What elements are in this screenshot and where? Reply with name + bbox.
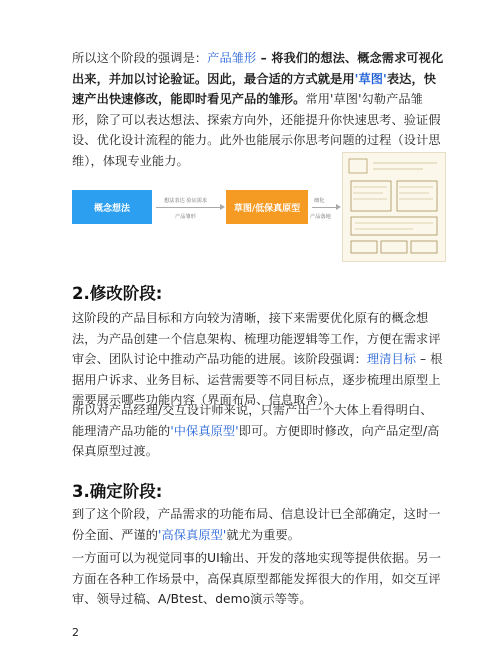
highlight-draft: '草图' — [354, 71, 387, 86]
arrow2-bottom-label: 产品落地 — [310, 214, 331, 220]
text: 常用'草图'勾勒产品雏形，除了可以表达想法、探索方向外，还能提升你快速思考、验证假设、优化设计流程的能力。此外也能展示你思考问题的过程（设计思维），体现专业能力。 — [72, 92, 441, 168]
usage-paragraph — [72, 548, 444, 610]
bold-text: 表达，快速产出快速修改，能即时看见产品的雏形。 — [72, 71, 437, 106]
arrow-1 — [156, 207, 222, 208]
text: 到了这个阶段，产品需求的功能布局、信息设计已全部确定，这时一份全面、严谨的 — [72, 507, 441, 542]
highlight-high-fidelity: '高保真原型' — [158, 527, 227, 542]
text: – 根据用户诉求、业务目标、运营需要等不同目标点，逐步梳理出原型上需要展示哪些功能内容（界面布局、信息取舍）。 — [72, 352, 443, 407]
text: 即可。方便即时修改，向产品定型/高保真原型过渡。 — [72, 423, 440, 458]
bold-text: – 将我们的想法、概念需求可视化出来，并加以讨论验证。因此，最合适的方式就是用 — [72, 51, 444, 86]
text: 就尤为重要。 — [226, 527, 301, 542]
wireframe-sketch-image — [342, 152, 446, 262]
sketch-drawing — [343, 153, 445, 261]
page-number: 2 — [72, 626, 79, 639]
mid-fidelity-paragraph — [72, 400, 444, 462]
arrow1-top-label: 想法表达 验证需求 — [164, 198, 208, 204]
prototype-label: 草图/低保真原型 — [233, 203, 301, 214]
text: 这阶段的产品目标和方向较为清晰，接下来需要优化原有的概念想法，为产品创建一个信息架构、梳理功能逻辑等工作，方便在需求评审会、团队讨论中推动产品功能的进展。该阶段强调： — [72, 311, 441, 366]
highlight-product-sketch: 产品雏形 — [207, 51, 257, 65]
text: 一方面可以为视觉同事的UI输出、开发的落地实现等提供依据。另一方面在各种工作场景中，高保真原型都能发挥很大的作用，如交互评审、领导过稿、A/Btest、demo演示等等。 — [72, 551, 442, 606]
arrow2-top-label: 细化 — [314, 198, 325, 204]
arrow-2-head — [336, 204, 341, 210]
section-heading-modify: 2.修改阶段: — [72, 284, 163, 303]
confirm-paragraph — [72, 504, 444, 545]
concept-label: 概念想法 — [93, 203, 130, 214]
arrow1-bottom-label: 产品雏形 — [175, 214, 196, 220]
section-heading-confirm: 3.确定阶段: — [72, 482, 163, 501]
arrow-2 — [312, 207, 338, 208]
highlight-mid-fidelity: '中保真原型' — [170, 423, 239, 438]
modify-paragraph — [72, 308, 444, 411]
arrow-1-head — [220, 204, 225, 210]
concept-box — [72, 190, 152, 224]
text: 所以对产品经理/交互设计师来说，只需产出一个大体上看得明白、能理清产品功能的 — [72, 403, 433, 438]
highlight-clarify-goal: 理清目标 — [366, 352, 417, 366]
process-diagram — [72, 152, 444, 262]
prototype-box — [226, 190, 308, 224]
text: 所以这个阶段的强调是： — [72, 51, 208, 65]
